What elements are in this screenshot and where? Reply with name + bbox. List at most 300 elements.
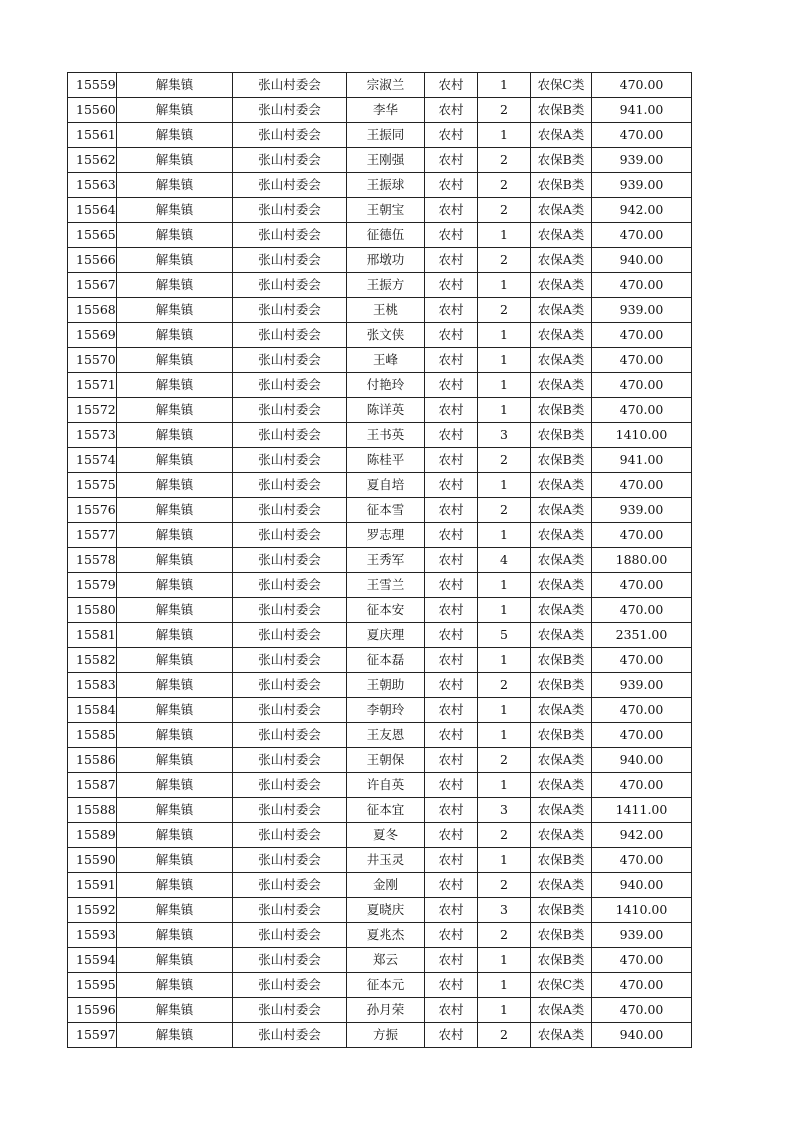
town-cell: 解集镇 [117,423,233,448]
category-cell: 农保A类 [531,773,592,798]
town-cell: 解集镇 [117,523,233,548]
village-committee-cell: 张山村委会 [233,423,347,448]
amount-cell: 470.00 [592,973,692,998]
household-count-cell: 1 [478,123,531,148]
town-cell: 解集镇 [117,323,233,348]
category-cell: 农保A类 [531,248,592,273]
category-cell: 农保A类 [531,873,592,898]
village-committee-cell: 张山村委会 [233,598,347,623]
category-cell: 农保A类 [531,823,592,848]
table-row [68,548,692,573]
record-id-cell: 15559 [68,73,117,98]
town-cell: 解集镇 [117,848,233,873]
category-cell: 农保B类 [531,148,592,173]
category-cell: 农保A类 [531,573,592,598]
record-id-cell: 15591 [68,873,117,898]
household-count-cell: 2 [478,823,531,848]
name-cell: 征本宜 [347,798,425,823]
household-count-cell: 1 [478,523,531,548]
record-id-cell: 15590 [68,848,117,873]
category-cell: 农保B类 [531,923,592,948]
record-id-cell: 15569 [68,323,117,348]
table-row [68,73,692,98]
name-cell: 王雪兰 [347,573,425,598]
residence-type-cell: 农村 [425,473,478,498]
amount-cell: 470.00 [592,573,692,598]
category-cell: 农保B类 [531,173,592,198]
residence-type-cell: 农村 [425,523,478,548]
village-committee-cell: 张山村委会 [233,898,347,923]
category-cell: 农保A类 [531,598,592,623]
village-committee-cell: 张山村委会 [233,73,347,98]
village-committee-cell: 张山村委会 [233,398,347,423]
amount-cell: 470.00 [592,223,692,248]
record-id-cell: 15586 [68,748,117,773]
table-row [68,723,692,748]
residence-type-cell: 农村 [425,423,478,448]
town-cell: 解集镇 [117,973,233,998]
name-cell: 夏庆理 [347,623,425,648]
record-id-cell: 15570 [68,348,117,373]
category-cell: 农保A类 [531,273,592,298]
household-count-cell: 1 [478,473,531,498]
record-id-cell: 15560 [68,98,117,123]
record-id-cell: 15565 [68,223,117,248]
category-cell: 农保A类 [531,223,592,248]
table-row [68,248,692,273]
household-count-cell: 1 [478,848,531,873]
village-committee-cell: 张山村委会 [233,973,347,998]
name-cell: 付艳玲 [347,373,425,398]
residence-type-cell: 农村 [425,898,478,923]
residence-type-cell: 农村 [425,748,478,773]
name-cell: 罗志理 [347,523,425,548]
record-id-cell: 15577 [68,523,117,548]
record-id-cell: 15562 [68,148,117,173]
table-row [68,373,692,398]
name-cell: 王友恩 [347,723,425,748]
town-cell: 解集镇 [117,498,233,523]
town-cell: 解集镇 [117,473,233,498]
category-cell: 农保B类 [531,948,592,973]
record-id-cell: 15595 [68,973,117,998]
residence-type-cell: 农村 [425,98,478,123]
amount-cell: 470.00 [592,648,692,673]
residence-type-cell: 农村 [425,298,478,323]
town-cell: 解集镇 [117,123,233,148]
category-cell: 农保A类 [531,798,592,823]
amount-cell: 470.00 [592,398,692,423]
village-committee-cell: 张山村委会 [233,198,347,223]
amount-cell: 470.00 [592,523,692,548]
village-committee-cell: 张山村委会 [233,823,347,848]
town-cell: 解集镇 [117,573,233,598]
category-cell: 农保A类 [531,623,592,648]
residence-type-cell: 农村 [425,1023,478,1048]
name-cell: 许自英 [347,773,425,798]
town-cell: 解集镇 [117,223,233,248]
residence-type-cell: 农村 [425,548,478,573]
category-cell: 农保A类 [531,1023,592,1048]
village-committee-cell: 张山村委会 [233,798,347,823]
table-row [68,1023,692,1048]
record-id-cell: 15593 [68,923,117,948]
residence-type-cell: 农村 [425,123,478,148]
record-id-cell: 15572 [68,398,117,423]
category-cell: 农保A类 [531,523,592,548]
relief-roster-table [67,72,692,1048]
amount-cell: 940.00 [592,748,692,773]
town-cell: 解集镇 [117,673,233,698]
name-cell: 夏自培 [347,473,425,498]
category-cell: 农保B类 [531,723,592,748]
table-row [68,223,692,248]
record-id-cell: 15588 [68,798,117,823]
village-committee-cell: 张山村委会 [233,323,347,348]
household-count-cell: 1 [478,323,531,348]
residence-type-cell: 农村 [425,798,478,823]
name-cell: 王书英 [347,423,425,448]
category-cell: 农保B类 [531,398,592,423]
household-count-cell: 1 [478,648,531,673]
table-row [68,598,692,623]
residence-type-cell: 农村 [425,623,478,648]
name-cell: 王秀军 [347,548,425,573]
town-cell: 解集镇 [117,798,233,823]
category-cell: 农保C类 [531,73,592,98]
household-count-cell: 2 [478,98,531,123]
name-cell: 王峰 [347,348,425,373]
category-cell: 农保A类 [531,998,592,1023]
town-cell: 解集镇 [117,248,233,273]
record-id-cell: 15578 [68,548,117,573]
residence-type-cell: 农村 [425,273,478,298]
record-id-cell: 15592 [68,898,117,923]
residence-type-cell: 农村 [425,948,478,973]
category-cell: 农保B类 [531,648,592,673]
record-id-cell: 15571 [68,373,117,398]
record-id-cell: 15574 [68,448,117,473]
village-committee-cell: 张山村委会 [233,998,347,1023]
amount-cell: 941.00 [592,98,692,123]
record-id-cell: 15584 [68,698,117,723]
amount-cell: 470.00 [592,998,692,1023]
category-cell: 农保B类 [531,423,592,448]
town-cell: 解集镇 [117,298,233,323]
amount-cell: 470.00 [592,598,692,623]
table-row [68,848,692,873]
town-cell: 解集镇 [117,198,233,223]
category-cell: 农保A类 [531,298,592,323]
table-row [68,748,692,773]
name-cell: 王朝宝 [347,198,425,223]
residence-type-cell: 农村 [425,923,478,948]
residence-type-cell: 农村 [425,698,478,723]
household-count-cell: 2 [478,448,531,473]
household-count-cell: 2 [478,1023,531,1048]
village-committee-cell: 张山村委会 [233,123,347,148]
household-count-cell: 1 [478,773,531,798]
amount-cell: 470.00 [592,123,692,148]
record-id-cell: 15563 [68,173,117,198]
category-cell: 农保A类 [531,323,592,348]
village-committee-cell: 张山村委会 [233,648,347,673]
amount-cell: 1880.00 [592,548,692,573]
table-row [68,948,692,973]
table-row [68,773,692,798]
name-cell: 金刚 [347,873,425,898]
household-count-cell: 3 [478,798,531,823]
name-cell: 王朝保 [347,748,425,773]
village-committee-cell: 张山村委会 [233,673,347,698]
amount-cell: 940.00 [592,1023,692,1048]
record-id-cell: 15561 [68,123,117,148]
town-cell: 解集镇 [117,723,233,748]
residence-type-cell: 农村 [425,448,478,473]
amount-cell: 1410.00 [592,898,692,923]
category-cell: 农保A类 [531,473,592,498]
residence-type-cell: 农村 [425,73,478,98]
amount-cell: 470.00 [592,73,692,98]
amount-cell: 940.00 [592,873,692,898]
table-row [68,648,692,673]
residence-type-cell: 农村 [425,673,478,698]
residence-type-cell: 农村 [425,873,478,898]
category-cell: 农保A类 [531,548,592,573]
village-committee-cell: 张山村委会 [233,223,347,248]
village-committee-cell: 张山村委会 [233,873,347,898]
record-id-cell: 15597 [68,1023,117,1048]
household-count-cell: 2 [478,148,531,173]
table-row [68,198,692,223]
name-cell: 征本磊 [347,648,425,673]
record-id-cell: 15566 [68,248,117,273]
table-row [68,998,692,1023]
town-cell: 解集镇 [117,773,233,798]
amount-cell: 939.00 [592,148,692,173]
town-cell: 解集镇 [117,173,233,198]
record-id-cell: 15568 [68,298,117,323]
table-row [68,923,692,948]
name-cell: 李朝玲 [347,698,425,723]
record-id-cell: 15585 [68,723,117,748]
residence-type-cell: 农村 [425,598,478,623]
household-count-cell: 1 [478,373,531,398]
table-row [68,273,692,298]
village-committee-cell: 张山村委会 [233,148,347,173]
village-committee-cell: 张山村委会 [233,748,347,773]
household-count-cell: 4 [478,548,531,573]
record-id-cell: 15575 [68,473,117,498]
category-cell: 农保A类 [531,123,592,148]
town-cell: 解集镇 [117,898,233,923]
record-id-cell: 15596 [68,998,117,1023]
village-committee-cell: 张山村委会 [233,923,347,948]
table-row [68,698,692,723]
name-cell: 李华 [347,98,425,123]
amount-cell: 942.00 [592,198,692,223]
amount-cell: 1411.00 [592,798,692,823]
amount-cell: 470.00 [592,848,692,873]
village-committee-cell: 张山村委会 [233,1023,347,1048]
amount-cell: 470.00 [592,698,692,723]
table-body [68,73,692,1048]
name-cell: 孙月荣 [347,998,425,1023]
household-count-cell: 2 [478,748,531,773]
household-count-cell: 2 [478,173,531,198]
amount-cell: 939.00 [592,298,692,323]
town-cell: 解集镇 [117,948,233,973]
table-row [68,123,692,148]
category-cell: 农保B类 [531,448,592,473]
town-cell: 解集镇 [117,998,233,1023]
town-cell: 解集镇 [117,73,233,98]
name-cell: 夏晓庆 [347,898,425,923]
table-row [68,973,692,998]
town-cell: 解集镇 [117,598,233,623]
record-id-cell: 15582 [68,648,117,673]
village-committee-cell: 张山村委会 [233,173,347,198]
village-committee-cell: 张山村委会 [233,273,347,298]
town-cell: 解集镇 [117,873,233,898]
record-id-cell: 15581 [68,623,117,648]
household-count-cell: 1 [478,348,531,373]
town-cell: 解集镇 [117,548,233,573]
record-id-cell: 15579 [68,573,117,598]
amount-cell: 470.00 [592,273,692,298]
household-count-cell: 2 [478,923,531,948]
household-count-cell: 2 [478,298,531,323]
record-id-cell: 15573 [68,423,117,448]
name-cell: 征本雪 [347,498,425,523]
amount-cell: 470.00 [592,948,692,973]
table-row [68,448,692,473]
residence-type-cell: 农村 [425,973,478,998]
residence-type-cell: 农村 [425,248,478,273]
name-cell: 王振同 [347,123,425,148]
name-cell: 王刚强 [347,148,425,173]
village-committee-cell: 张山村委会 [233,573,347,598]
amount-cell: 939.00 [592,923,692,948]
name-cell: 征德伍 [347,223,425,248]
household-count-cell: 1 [478,598,531,623]
table-row [68,798,692,823]
amount-cell: 470.00 [592,723,692,748]
name-cell: 王桃 [347,298,425,323]
village-committee-cell: 张山村委会 [233,498,347,523]
category-cell: 农保A类 [531,198,592,223]
residence-type-cell: 农村 [425,398,478,423]
table-row [68,873,692,898]
amount-cell: 470.00 [592,773,692,798]
residence-type-cell: 农村 [425,173,478,198]
village-committee-cell: 张山村委会 [233,848,347,873]
amount-cell: 939.00 [592,173,692,198]
table-row [68,173,692,198]
village-committee-cell: 张山村委会 [233,948,347,973]
table-row [68,348,692,373]
town-cell: 解集镇 [117,373,233,398]
town-cell: 解集镇 [117,348,233,373]
category-cell: 农保A类 [531,373,592,398]
village-committee-cell: 张山村委会 [233,248,347,273]
residence-type-cell: 农村 [425,773,478,798]
amount-cell: 939.00 [592,673,692,698]
village-committee-cell: 张山村委会 [233,373,347,398]
name-cell: 陈详英 [347,398,425,423]
record-id-cell: 15589 [68,823,117,848]
name-cell: 邢墩功 [347,248,425,273]
household-count-cell: 1 [478,223,531,248]
household-count-cell: 1 [478,573,531,598]
table-row [68,823,692,848]
village-committee-cell: 张山村委会 [233,623,347,648]
household-count-cell: 1 [478,73,531,98]
town-cell: 解集镇 [117,698,233,723]
amount-cell: 2351.00 [592,623,692,648]
household-count-cell: 3 [478,423,531,448]
town-cell: 解集镇 [117,623,233,648]
category-cell: 农保C类 [531,973,592,998]
record-id-cell: 15580 [68,598,117,623]
household-count-cell: 2 [478,198,531,223]
table-row [68,98,692,123]
town-cell: 解集镇 [117,398,233,423]
household-count-cell: 1 [478,973,531,998]
category-cell: 农保A类 [531,698,592,723]
table-row [68,323,692,348]
record-id-cell: 15594 [68,948,117,973]
town-cell: 解集镇 [117,923,233,948]
residence-type-cell: 农村 [425,373,478,398]
amount-cell: 470.00 [592,473,692,498]
residence-type-cell: 农村 [425,848,478,873]
amount-cell: 470.00 [592,323,692,348]
household-count-cell: 3 [478,898,531,923]
name-cell: 方振 [347,1023,425,1048]
name-cell: 陈桂平 [347,448,425,473]
town-cell: 解集镇 [117,1023,233,1048]
household-count-cell: 2 [478,873,531,898]
residence-type-cell: 农村 [425,823,478,848]
record-id-cell: 15583 [68,673,117,698]
table-row [68,523,692,548]
town-cell: 解集镇 [117,148,233,173]
table-row [68,423,692,448]
town-cell: 解集镇 [117,823,233,848]
name-cell: 王振球 [347,173,425,198]
residence-type-cell: 农村 [425,323,478,348]
village-committee-cell: 张山村委会 [233,548,347,573]
category-cell: 农保A类 [531,498,592,523]
household-count-cell: 2 [478,248,531,273]
residence-type-cell: 农村 [425,223,478,248]
amount-cell: 939.00 [592,498,692,523]
category-cell: 农保B类 [531,673,592,698]
table-row [68,623,692,648]
village-committee-cell: 张山村委会 [233,773,347,798]
town-cell: 解集镇 [117,98,233,123]
table-row [68,398,692,423]
village-committee-cell: 张山村委会 [233,348,347,373]
village-committee-cell: 张山村委会 [233,698,347,723]
household-count-cell: 1 [478,948,531,973]
category-cell: 农保B类 [531,98,592,123]
household-count-cell: 1 [478,698,531,723]
residence-type-cell: 农村 [425,723,478,748]
residence-type-cell: 农村 [425,198,478,223]
amount-cell: 942.00 [592,823,692,848]
